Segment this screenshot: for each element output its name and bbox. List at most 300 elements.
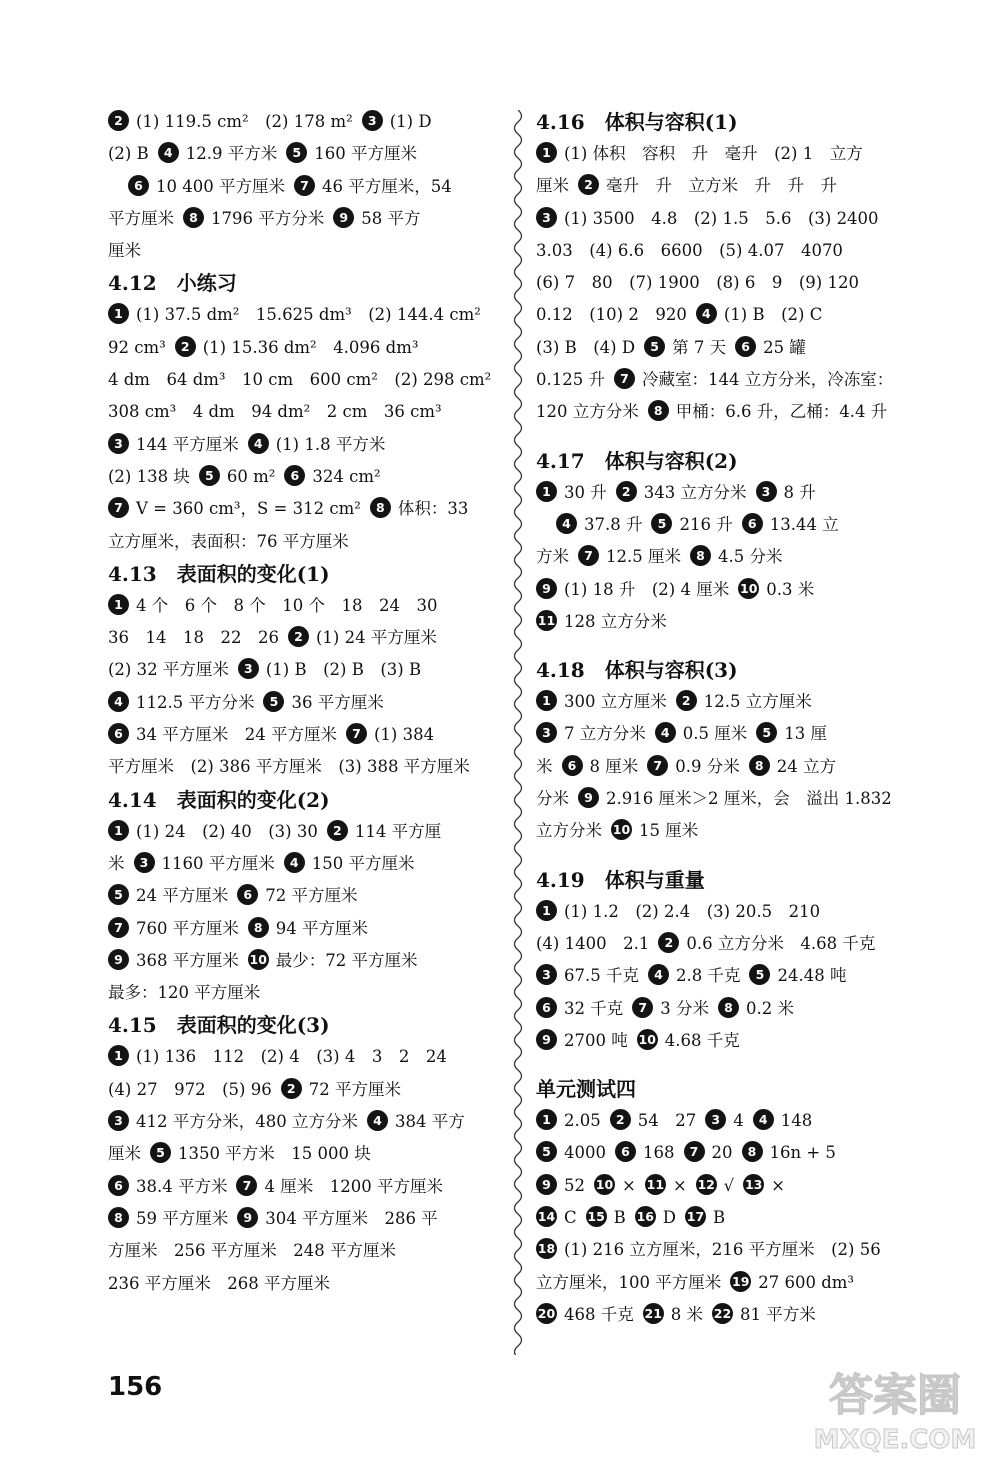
answer-text: (2) B bbox=[108, 144, 149, 164]
answer-text: 412 平方分米，480 立方分米 bbox=[136, 1112, 358, 1132]
answer-line bbox=[536, 1170, 928, 1202]
answer-line bbox=[536, 993, 928, 1025]
answer-text: 0.3 米 bbox=[766, 579, 815, 599]
answer-item bbox=[238, 660, 421, 679]
answer-text: 第 7 天 bbox=[672, 337, 727, 357]
answer-item bbox=[578, 176, 837, 195]
answer-item bbox=[237, 886, 357, 905]
answer-text: 12.5 立方厘米 bbox=[703, 692, 812, 712]
answer-line bbox=[536, 960, 928, 992]
question-number-badge: 10 bbox=[248, 949, 269, 970]
question-number-badge: 9 bbox=[578, 787, 599, 808]
answer-item bbox=[108, 628, 279, 647]
question-number-badge: 4 bbox=[367, 1110, 388, 1131]
answer-item bbox=[237, 1209, 437, 1228]
answer-item bbox=[610, 1111, 697, 1130]
question-number-badge: 5 bbox=[150, 1142, 171, 1163]
answer-item bbox=[749, 757, 836, 776]
answer-item bbox=[632, 999, 709, 1018]
answer-text: 2700 吨 bbox=[564, 1030, 628, 1050]
answer-item bbox=[578, 789, 892, 808]
answer-item bbox=[536, 1143, 606, 1162]
answer-item bbox=[263, 693, 383, 712]
answer-line bbox=[108, 1074, 500, 1106]
question-number-badge: 6 bbox=[615, 1141, 636, 1162]
answer-text: (1) 384 bbox=[373, 725, 435, 745]
answer-item bbox=[367, 1112, 465, 1131]
answer-item bbox=[756, 483, 816, 502]
answer-text: 0.2 米 bbox=[746, 998, 794, 1018]
answer-item bbox=[615, 1143, 675, 1162]
answer-text: 米 bbox=[536, 756, 553, 776]
question-number-badge: 9 bbox=[536, 1174, 557, 1195]
answer-line bbox=[108, 880, 500, 912]
answer-line bbox=[108, 751, 500, 783]
question-number-badge: 8 bbox=[718, 997, 739, 1018]
answer-text: 4 厘米 1200 平方厘米 bbox=[264, 1176, 443, 1196]
question-number-badge: 5 bbox=[199, 465, 220, 486]
answer-text: (1) 37.5 dm² 15.625 dm³ (2) 144.4 cm² bbox=[136, 305, 481, 325]
answer-item bbox=[655, 724, 748, 743]
answer-item bbox=[199, 467, 276, 486]
answer-item bbox=[108, 1241, 396, 1260]
question-number-badge: 8 bbox=[108, 1207, 129, 1228]
answer-item bbox=[594, 1176, 636, 1195]
answer-line bbox=[108, 171, 500, 203]
answer-line bbox=[536, 928, 928, 960]
answer-text: 甲桶：6.6 升，乙桶：4.4 升 bbox=[675, 402, 888, 422]
left-answer-column bbox=[108, 106, 500, 1300]
answer-line bbox=[108, 654, 500, 686]
answer-text: 4 dm 64 dm³ 10 cm 600 cm² (2) 298 cm² bbox=[108, 370, 492, 390]
question-number-badge: 19 bbox=[730, 1271, 751, 1292]
answer-item bbox=[648, 966, 741, 985]
answer-line bbox=[108, 493, 500, 525]
answer-text: 150 平方厘米 bbox=[311, 853, 415, 873]
answer-line bbox=[536, 574, 928, 606]
answer-text: (3) B (4) D bbox=[536, 337, 636, 357]
answer-item bbox=[108, 338, 166, 357]
answer-line bbox=[108, 590, 500, 622]
answer-text: 体积：33 bbox=[397, 499, 469, 519]
answer-item bbox=[536, 1305, 634, 1324]
question-number-badge: 3 bbox=[238, 658, 259, 679]
answer-text: 立方厘米，表面积：76 平方厘米 bbox=[108, 531, 349, 551]
answer-text: (1) D bbox=[389, 112, 432, 131]
answer-text: B bbox=[713, 1208, 726, 1228]
answer-text: 24.48 吨 bbox=[777, 966, 847, 986]
answer-item bbox=[370, 499, 469, 518]
answer-item bbox=[248, 435, 386, 454]
question-number-badge: 5 bbox=[749, 964, 770, 985]
answer-text: 36 平方厘米 bbox=[291, 692, 384, 712]
answer-item bbox=[648, 402, 887, 421]
answer-item bbox=[586, 1208, 626, 1227]
question-number-badge: 8 bbox=[648, 400, 669, 421]
answer-text: (1) 1.8 平方米 bbox=[275, 434, 386, 454]
question-number-badge: 1 bbox=[536, 1109, 557, 1130]
answer-text: 304 平方厘米 286 平 bbox=[265, 1208, 438, 1228]
question-number-badge: 5 bbox=[263, 691, 284, 712]
answer-text: 59 平方厘米 bbox=[136, 1208, 229, 1228]
answer-item bbox=[150, 1144, 371, 1163]
answer-line bbox=[536, 896, 928, 928]
answer-line bbox=[108, 429, 500, 461]
watermark-url: MXQE.COM bbox=[813, 1425, 977, 1455]
answer-text: 8 厘米 bbox=[589, 756, 639, 776]
answer-item bbox=[108, 1112, 358, 1131]
answer-text: 24 立方 bbox=[776, 756, 836, 776]
answer-item bbox=[536, 902, 820, 921]
answer-text: 16n + 5 bbox=[769, 1143, 836, 1163]
answer-text: 92 cm³ bbox=[108, 337, 166, 357]
answer-line bbox=[108, 1138, 500, 1170]
question-number-badge: 8 bbox=[248, 917, 269, 938]
answer-item bbox=[536, 692, 667, 711]
answer-line bbox=[536, 751, 928, 783]
answer-text: 308 cm³ 4 dm 94 dm² 2 cm 36 cm³ bbox=[108, 402, 442, 422]
question-number-badge: 22 bbox=[712, 1303, 733, 1324]
answer-text: 144 平方厘米 bbox=[136, 434, 239, 454]
answer-item bbox=[536, 338, 635, 357]
answer-line bbox=[108, 913, 500, 945]
question-number-badge: 4 bbox=[248, 433, 269, 454]
question-number-badge: 8 bbox=[690, 545, 711, 566]
section-heading: 4.15 表面积的变化(3) bbox=[108, 1013, 330, 1038]
answer-item bbox=[658, 934, 875, 953]
answer-item bbox=[108, 241, 141, 260]
answer-item bbox=[158, 144, 277, 163]
question-number-badge: 3 bbox=[134, 852, 155, 873]
answer-text: 分米 bbox=[536, 789, 569, 809]
answer-item bbox=[536, 370, 605, 389]
question-number-badge: 8 bbox=[183, 207, 204, 228]
answer-item bbox=[284, 467, 380, 486]
answer-line bbox=[108, 816, 500, 848]
answer-line bbox=[108, 299, 500, 331]
answer-item bbox=[644, 338, 726, 357]
question-number-badge: 4 bbox=[753, 1109, 774, 1130]
answer-line bbox=[536, 477, 928, 509]
answer-line bbox=[108, 203, 500, 235]
question-number-badge: 7 bbox=[236, 1175, 257, 1196]
question-number-badge: 7 bbox=[346, 723, 367, 744]
question-number-badge: 5 bbox=[286, 142, 307, 163]
answer-item bbox=[718, 999, 794, 1018]
answer-text: (1) 24 平方厘米 bbox=[315, 628, 437, 648]
answer-item bbox=[108, 467, 190, 486]
answer-item bbox=[108, 144, 149, 163]
answer-line bbox=[536, 1267, 928, 1299]
answer-item bbox=[108, 725, 337, 744]
answer-text: 384 平方 bbox=[394, 1112, 465, 1132]
answer-line bbox=[536, 606, 928, 638]
answer-item bbox=[108, 305, 481, 324]
answer-text: 58 平方 bbox=[361, 208, 421, 228]
answer-text: 最少：72 平方厘米 bbox=[275, 950, 418, 970]
question-number-badge: 3 bbox=[536, 722, 557, 743]
answer-item bbox=[108, 693, 254, 712]
answer-item bbox=[175, 338, 419, 357]
answer-line bbox=[108, 364, 500, 396]
question-number-badge: 2 bbox=[658, 932, 679, 953]
answer-item bbox=[108, 370, 491, 389]
answer-text: 148 bbox=[780, 1111, 813, 1131]
answer-text: (1) B (2) B (3) B bbox=[265, 660, 422, 680]
question-number-badge: 7 bbox=[632, 997, 653, 1018]
answer-text: 20 bbox=[711, 1143, 733, 1163]
answer-item bbox=[536, 1208, 577, 1227]
question-number-badge: 4 bbox=[556, 513, 577, 534]
answer-item bbox=[248, 951, 418, 970]
answer-text: 13.44 立 bbox=[769, 514, 839, 534]
answer-line bbox=[536, 1299, 928, 1331]
question-number-badge: 4 bbox=[696, 303, 717, 324]
answer-text: (1) 体积 容积 升 毫升 (2) 1 立方 bbox=[564, 144, 863, 163]
answer-text: 37.8 升 bbox=[584, 514, 643, 534]
answer-text: 30 升 bbox=[564, 482, 607, 502]
answer-item bbox=[742, 515, 839, 534]
answer-line bbox=[536, 783, 928, 815]
answer-text: (4) 1400 2.1 bbox=[536, 933, 650, 953]
answer-text: 760 平方厘米 bbox=[136, 918, 239, 938]
question-number-badge: 8 bbox=[370, 497, 391, 518]
answer-item bbox=[536, 241, 843, 260]
question-number-badge: 10 bbox=[637, 1029, 658, 1050]
right-answer-column bbox=[536, 106, 928, 1331]
answer-item bbox=[108, 983, 260, 1002]
question-number-badge: 2 bbox=[610, 1109, 631, 1130]
section-heading: 4.13 表面积的变化(1) bbox=[108, 561, 330, 586]
answer-text: 120 立方分米 bbox=[536, 402, 639, 422]
question-number-badge: 7 bbox=[614, 368, 635, 389]
answer-line bbox=[108, 1171, 500, 1203]
answer-item bbox=[578, 547, 681, 566]
answer-text: 0.6 立方分米 4.68 千克 bbox=[686, 933, 876, 953]
answer-item bbox=[730, 1273, 854, 1292]
question-number-badge: 1 bbox=[536, 690, 557, 711]
answer-item bbox=[536, 724, 646, 743]
answer-item bbox=[536, 305, 687, 324]
question-number-badge: 9 bbox=[536, 578, 557, 599]
answer-line bbox=[536, 686, 928, 718]
answer-item bbox=[536, 483, 607, 502]
answer-text: (1) 216 立方厘米，216 平方厘米 (2) 56 bbox=[564, 1240, 881, 1260]
answer-item bbox=[288, 628, 437, 647]
answer-text: 4.5 分米 bbox=[717, 547, 783, 567]
answer-text: 4.68 千克 bbox=[664, 1030, 740, 1050]
answer-text: 1796 平方分米 bbox=[211, 208, 325, 228]
answer-text: 方厘米 256 平方厘米 248 平方厘米 bbox=[108, 1241, 396, 1261]
question-number-badge: 8 bbox=[749, 755, 770, 776]
answer-line bbox=[108, 848, 500, 880]
answer-item bbox=[696, 1176, 735, 1195]
answer-text: (6) 7 80 (7) 1900 (8) 6 9 (9) 120 bbox=[536, 273, 859, 293]
question-number-badge: 2 bbox=[281, 1078, 302, 1099]
answer-line bbox=[536, 1234, 928, 1266]
answer-item bbox=[536, 1176, 585, 1195]
answer-item bbox=[643, 1305, 703, 1324]
question-number-badge: 7 bbox=[108, 497, 129, 518]
answer-item bbox=[635, 1208, 676, 1227]
answer-text: 厘米 bbox=[108, 241, 141, 261]
answer-line bbox=[108, 977, 500, 1009]
answer-line bbox=[108, 622, 500, 654]
answer-text: 54 27 bbox=[637, 1111, 697, 1131]
page-number: 156 bbox=[108, 1372, 163, 1402]
answer-line bbox=[536, 1137, 928, 1169]
answer-text: 方米 bbox=[536, 547, 569, 567]
answer-text: (1) 18 升 (2) 4 厘米 bbox=[564, 579, 730, 599]
answer-item bbox=[536, 1273, 721, 1292]
answer-text: 12.9 平方米 bbox=[185, 144, 278, 164]
answer-text: 0.5 厘米 bbox=[682, 724, 748, 744]
answer-text: 立方厘米，100 平方厘米 bbox=[536, 1272, 722, 1292]
section-heading: 4.19 体积与重量 bbox=[536, 867, 705, 892]
answer-item bbox=[756, 724, 827, 743]
answer-item bbox=[286, 144, 417, 163]
answer-item bbox=[108, 757, 470, 776]
answer-text: 4000 bbox=[564, 1143, 606, 1163]
answer-text: 10 400 平方厘米 bbox=[156, 176, 285, 196]
answer-text: 1350 平方米 15 000 块 bbox=[178, 1144, 371, 1164]
answer-text: 平方厘米 (2) 386 平方厘米 (3) 388 平方厘米 bbox=[108, 757, 470, 777]
answer-line bbox=[108, 106, 500, 138]
answer-line bbox=[536, 1025, 928, 1057]
answer-text: (2) 138 块 bbox=[108, 466, 190, 486]
answer-item bbox=[108, 402, 442, 421]
question-number-badge: 6 bbox=[284, 465, 305, 486]
answer-text: 1160 平方厘米 bbox=[161, 853, 275, 873]
answer-item bbox=[536, 789, 569, 808]
answer-item bbox=[536, 1031, 628, 1050]
answer-item bbox=[134, 854, 275, 873]
answer-text: (2) 32 平方厘米 bbox=[108, 660, 229, 680]
answer-text: 厘米 bbox=[108, 1144, 141, 1164]
question-number-badge: 3 bbox=[756, 481, 777, 502]
answer-item bbox=[749, 966, 846, 985]
answer-text: 15 厘米 bbox=[639, 821, 699, 841]
answer-item bbox=[536, 1111, 601, 1130]
section-heading: 4.14 表面积的变化(2) bbox=[108, 787, 330, 812]
answer-text: 60 m² bbox=[226, 466, 276, 486]
answer-text: 7 立方分米 bbox=[564, 724, 646, 744]
answer-text: 32 千克 bbox=[564, 998, 624, 1018]
answer-text: 67.5 千克 bbox=[564, 966, 639, 986]
question-number-badge: 5 bbox=[651, 513, 672, 534]
answer-line bbox=[536, 299, 928, 331]
question-number-badge: 7 bbox=[108, 917, 129, 938]
answer-item bbox=[536, 934, 649, 953]
question-number-badge: 4 bbox=[108, 691, 129, 712]
answer-text: 25 罐 bbox=[763, 337, 806, 357]
question-number-badge: 4 bbox=[648, 964, 669, 985]
answer-line bbox=[536, 138, 928, 170]
answer-item bbox=[248, 919, 368, 938]
question-number-badge: 3 bbox=[108, 433, 129, 454]
answer-item bbox=[742, 1143, 836, 1162]
answer-text: 立方分米 bbox=[536, 821, 602, 841]
question-number-badge: 4 bbox=[655, 722, 676, 743]
answer-line bbox=[536, 509, 928, 541]
answer-text: 厘米 bbox=[536, 176, 569, 196]
answer-item bbox=[536, 176, 569, 195]
answer-item bbox=[536, 612, 667, 631]
answer-text: 冷藏室：144 立方分米，冷冻室： bbox=[641, 370, 894, 390]
answer-text: × bbox=[672, 1175, 687, 1195]
question-number-badge: 5 bbox=[756, 722, 777, 743]
question-number-badge: 9 bbox=[237, 1207, 258, 1228]
answer-item bbox=[281, 1080, 401, 1099]
question-number-badge: 12 bbox=[696, 1174, 717, 1195]
question-number-badge: 6 bbox=[536, 997, 557, 1018]
answer-text: 最多：120 平方厘米 bbox=[108, 983, 261, 1003]
question-number-badge: 3 bbox=[705, 1109, 726, 1130]
answer-item bbox=[647, 757, 740, 776]
answer-text: 米 bbox=[108, 853, 125, 873]
answer-text: C bbox=[564, 1208, 577, 1228]
answer-item bbox=[284, 854, 415, 873]
answer-line bbox=[108, 332, 500, 364]
answer-text: 72 平方厘米 bbox=[265, 886, 358, 906]
answer-text: 343 立方分米 bbox=[643, 482, 747, 502]
answer-line bbox=[108, 235, 500, 267]
answer-text: (1) 24 (2) 40 (3) 30 bbox=[136, 821, 318, 841]
answer-text: 3.03 (4) 6.6 6600 (5) 4.07 4070 bbox=[536, 240, 843, 260]
answer-text: (1) 119.5 cm² (2) 178 m² bbox=[136, 112, 353, 131]
answer-line bbox=[108, 1203, 500, 1235]
answer-text: 27 600 dm³ bbox=[758, 1272, 855, 1292]
answer-item bbox=[128, 177, 285, 196]
answer-line bbox=[108, 526, 500, 558]
answer-line bbox=[536, 332, 928, 364]
answer-text: 38.4 平方米 bbox=[136, 1176, 228, 1196]
answer-text: 12.5 厘米 bbox=[606, 547, 681, 567]
answer-item bbox=[696, 305, 822, 324]
question-number-badge: 7 bbox=[578, 545, 599, 566]
answer-item bbox=[108, 660, 229, 679]
answer-line bbox=[536, 718, 928, 750]
answer-text: 毫升 升 立方米 升 升 升 bbox=[606, 176, 837, 196]
question-number-badge: 2 bbox=[616, 481, 637, 502]
answer-line bbox=[536, 267, 928, 299]
question-number-badge: 1 bbox=[108, 594, 129, 615]
answer-line bbox=[536, 170, 928, 202]
answer-item bbox=[236, 1177, 442, 1196]
question-number-badge: 1 bbox=[108, 303, 129, 324]
answer-item bbox=[108, 532, 349, 551]
answer-text: 平方厘米 bbox=[108, 208, 174, 228]
answer-item bbox=[685, 1208, 725, 1227]
answer-line bbox=[108, 396, 500, 428]
section-heading: 4.17 体积与容积(2) bbox=[536, 448, 738, 473]
answer-item bbox=[108, 1177, 227, 1196]
answer-text: 468 千克 bbox=[564, 1304, 634, 1324]
question-number-badge: 5 bbox=[108, 884, 129, 905]
answer-item bbox=[327, 822, 441, 841]
answer-item bbox=[108, 1274, 330, 1293]
question-number-badge: 9 bbox=[536, 1029, 557, 1050]
answer-text: 2.05 bbox=[564, 1111, 601, 1131]
answer-text: 8 米 bbox=[670, 1304, 703, 1324]
answer-item bbox=[333, 209, 420, 228]
question-number-badge: 10 bbox=[738, 578, 759, 599]
question-number-badge: 13 bbox=[743, 1174, 764, 1195]
answer-text: B bbox=[613, 1208, 626, 1228]
answer-item bbox=[108, 1144, 141, 1163]
answer-item bbox=[743, 1176, 785, 1195]
answer-text: 160 平方厘米 bbox=[314, 144, 417, 164]
